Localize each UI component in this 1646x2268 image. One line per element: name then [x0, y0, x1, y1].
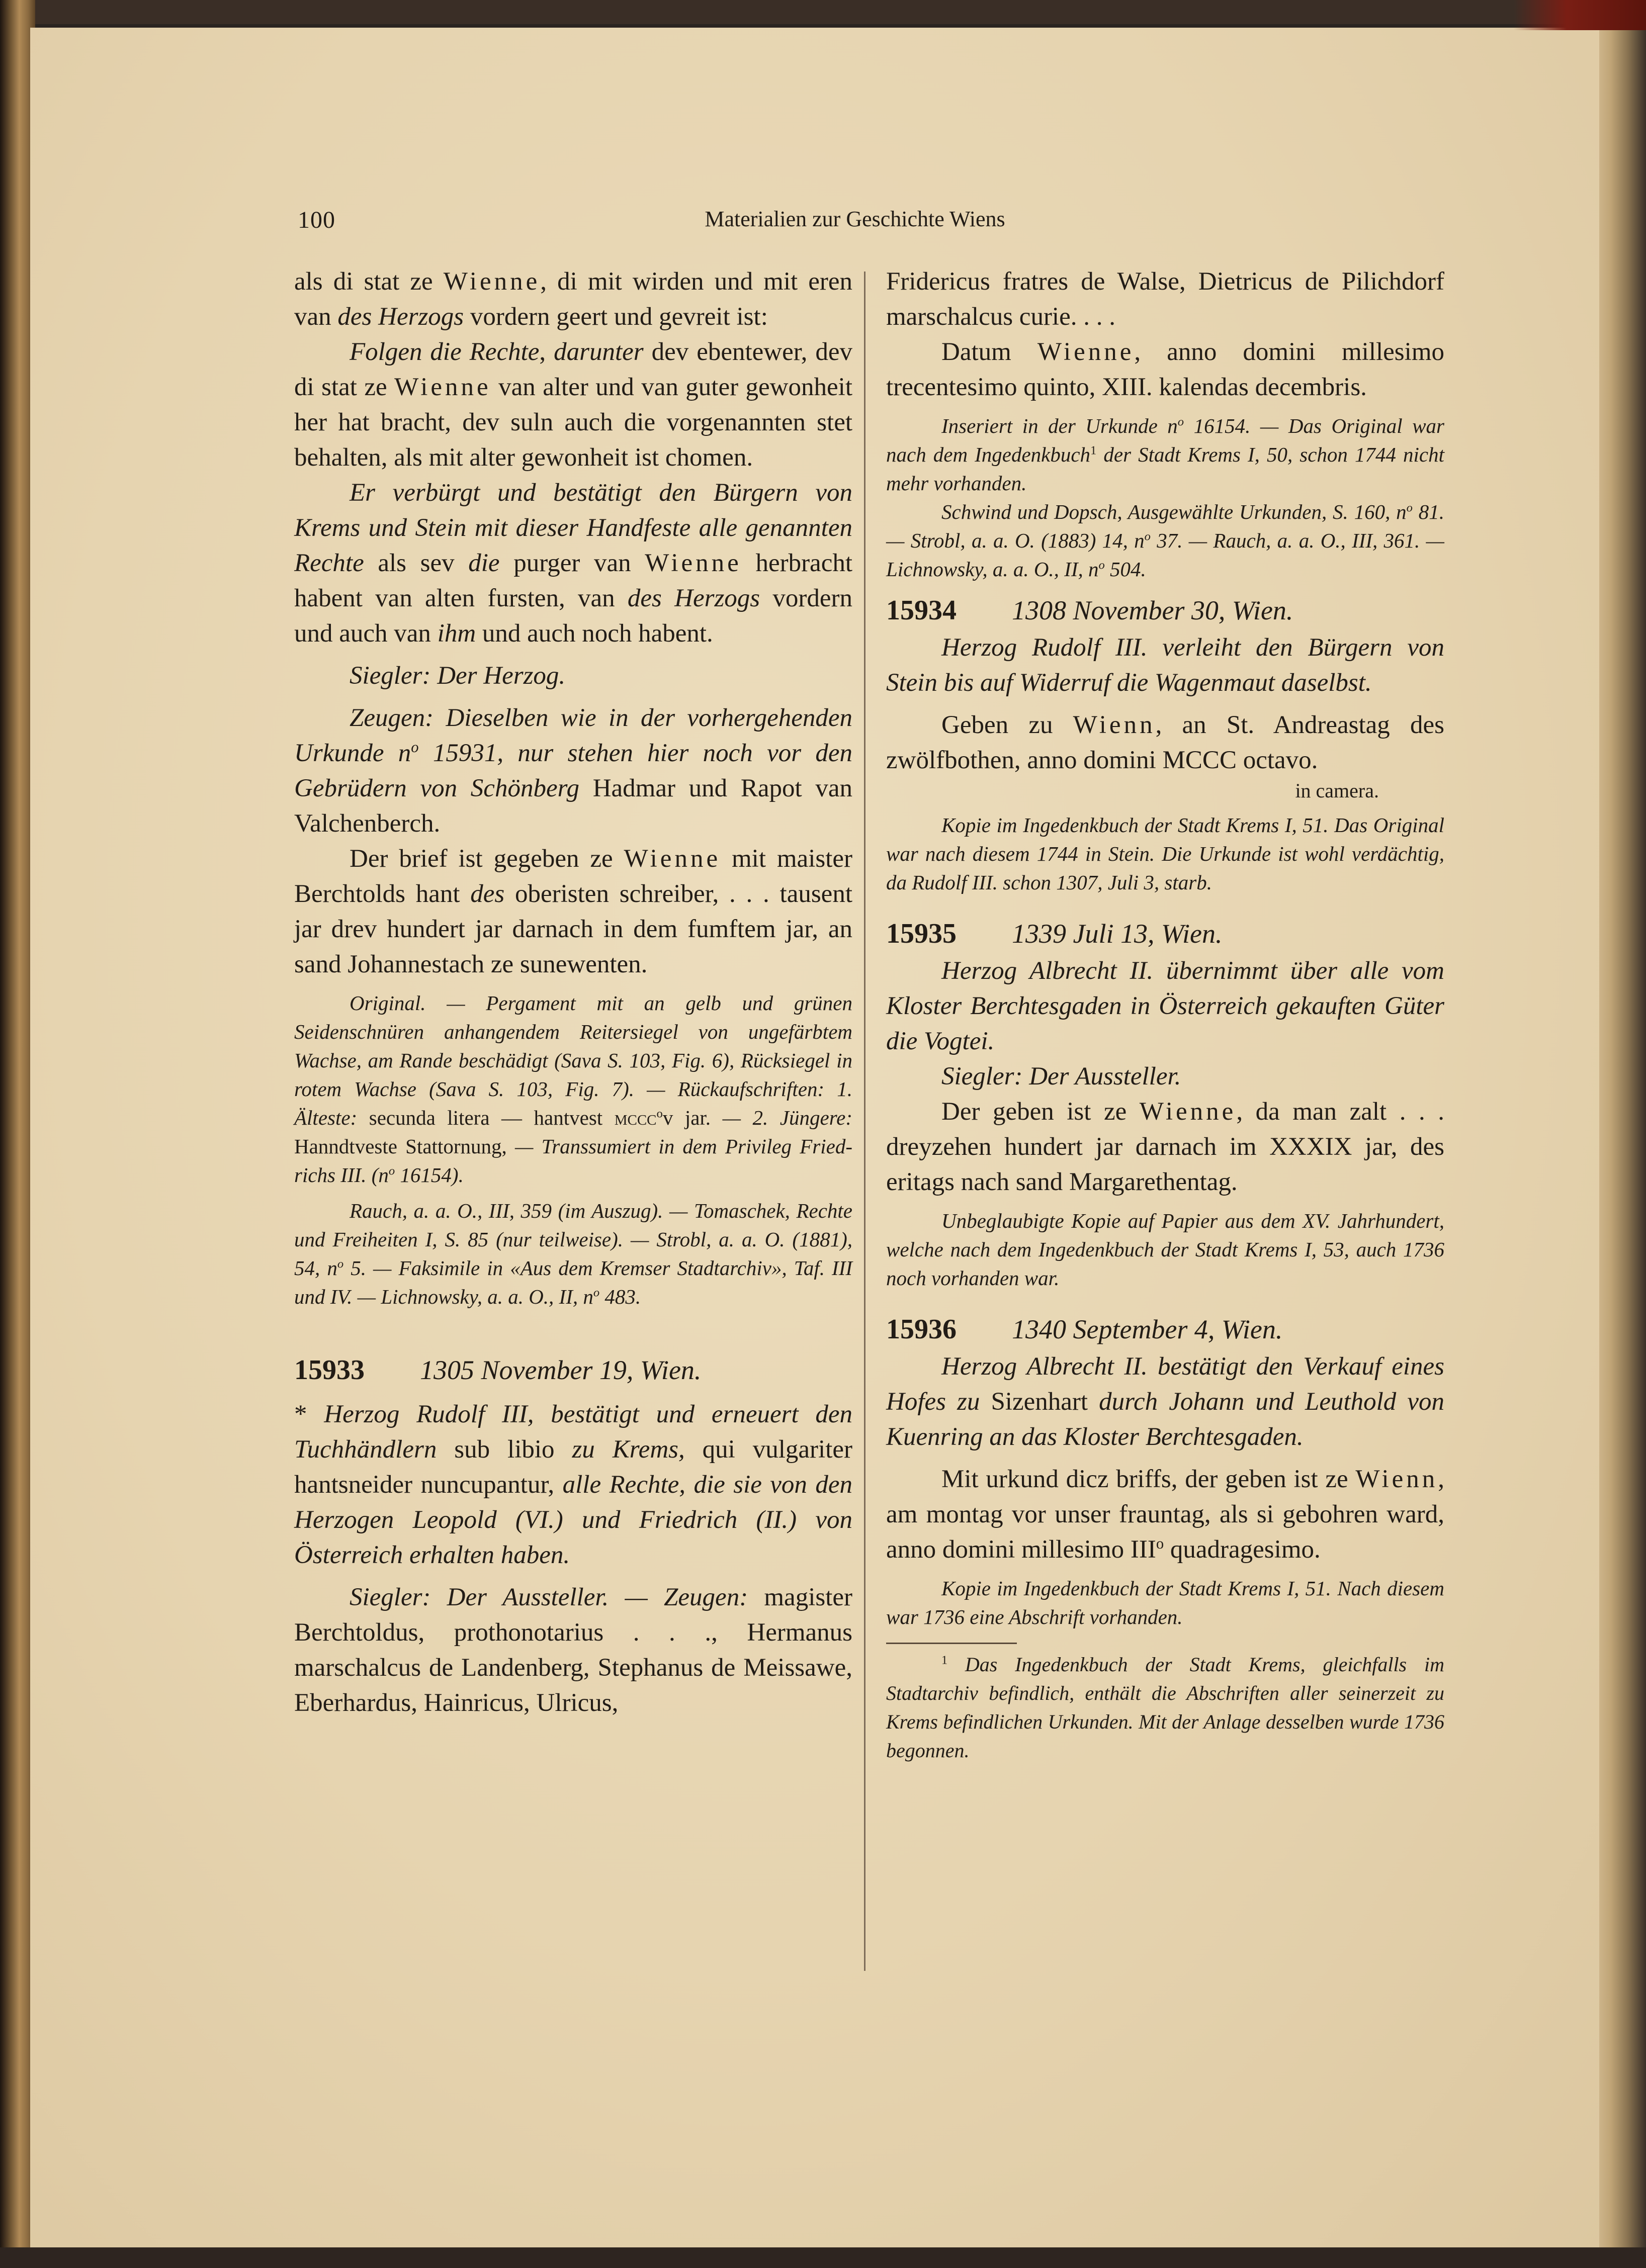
paragraph: Siegler: Der Aussteller. — Zeugen: magister Berchtoldus, prothonotarius . . ., Hermanus marschalcus de Landenberg, Stephanus de Meissawe, Eberhardus, Hainricus, Ulricus,: [294, 1583, 852, 1717]
entry-number: 15933: [294, 1354, 365, 1386]
footnote: $^1$ Das Ingedenkbuch der Stadt Krems, gleichfalls im Stadtarchiv befindlich, enthält die Abschriften aller seinerzeit zu Krems befindlichen Urkunden. Mit der Anlage desselben wurde 1736 begonnen.: [886, 1653, 1444, 1762]
source-note: Original. — Pergament mit an gelb und grünen Seidenschnüren anhangendem Reitersiegel von ungefärbtem Wachse, am Rande beschädigt (Sava S. 103, Fig. 6), Rücksiegel in rotem Wachse (Sava S. 103, Fig. 7). — Rückaufschriften: 1. Älteste: secunda litera — hantvest mccc$^o$v jar. — 2. Jüngere: Hanndtveste Stattornung, — Transsumiert in dem Privileg Friedrichs III. ($n^o$ 16154).: [294, 991, 852, 1187]
paragraph: Der geben ist ze Wienne, da man zalt . . . dreyzehen hundert jar darnach im XXXIX jar, des eritags nach sand Margarethentag.: [886, 1098, 1444, 1196]
paragraph: als di stat ze Wienne, di mit wirden und mit eren van des Herzogs vordern geert und gevreit ist:: [294, 267, 853, 331]
entry-heading-15936: [886, 1310, 1444, 1349]
regest: Herzog Albrecht II. bestätigt den Verkauf eines Hofes zu Sizenhart durch Johann und Leuthold von Kuenring an das Kloster Berchtesgaden.: [886, 1352, 1444, 1451]
entry-number: 15936: [886, 1314, 957, 1345]
paragraph: * Herzog Rudolf III, bestätigt und erneuert den Tuchhändlern sub libio zu Krems, qui vulgariter hantsneider nuncupantur, alle Rechte, die sie von den Herzogen Leopold (VI.) und Friedrich (II.) von Österreich erhalten haben.: [294, 1400, 853, 1569]
literature-note: Rauch, a. a. O., III, 359 (im Auszug). — Tomaschek, Rechte und Freiheiten I, S. 85 (nur teilweise). — Strobl, a. a. O. (1881), 54, $n^o$ 5. — Faksimile in «Aus dem Kremser Stadtarchiv», Taf. III und IV. — Lichnowsky, a. a. O., II, $n^o$ 483.: [294, 1199, 853, 1308]
page-number: 100: [298, 207, 335, 233]
literature-note: Schwind und Dopsch, Ausgewählte Urkunden, S. 160, $n^o$ 81. — Strobl, a. a. O. (1883) 14, $n^o$ 37. — Rauch, a. a. O., III, 361. — Lichnowsky, a. a. O., II, $n^o$ 504.: [886, 500, 1444, 581]
paragraph: Zeugen: Dieselben wie in der vorhergehenden Urkunde $n^o$ 15931, nur stehen hier noch vor den Gebrüdern von Schönberg Hadmar und Rapot van Valchenberch.: [294, 704, 853, 838]
paragraph: Fridericus fratres de Walse, Dietricus de Pilichdorf marschalcus curie. . . .: [886, 267, 1444, 331]
siegler-line: Siegler: Der Aussteller.: [941, 1062, 1181, 1091]
paragraph: Der brief ist gegeben ze Wienne mit maister Berchtolds hant des oberisten schreiber, . . . tausent jar drev hundert jar darnach in dem fumftem jar, an sand Johannestach ze sunewenten.: [294, 845, 852, 978]
right-column: [886, 264, 1444, 1765]
book-spine-ribbon: [1514, 0, 1646, 30]
entry-date: 1305 November 19, Wien.: [420, 1355, 702, 1385]
in-camera-note: in camera.: [1295, 779, 1379, 802]
entry-number: 15934: [886, 595, 957, 626]
entry-date: 1308 November 30, Wien.: [1012, 595, 1293, 625]
source-note: Inseriert in der Urkunde $n^o$ 16154. — Das Original war nach dem Ingedenkbuch$^1$ der Stadt Krems I, 50, schon 1744 nicht mehr vorhanden.: [886, 414, 1445, 495]
paragraph: Folgen die Rechte, darunter dev ebentewer, dev di stat ze Wienne van alter und van guter gewonheit her hat bracht, dev suln auch die vorgenannten stet behalten, als mit alter gewonheit ist chomen.: [294, 338, 853, 472]
entry-heading-15935: [886, 914, 1444, 953]
regest: Herzog Albrecht II. übernimmt über alle vom Kloster Berchtesgaden in Österreich gekauften Güter die Vogtei.: [886, 957, 1444, 1055]
entry-heading-15933: [294, 1350, 852, 1390]
paragraph: Mit urkund dicz briffs, der geben ist ze Wienn, am montag vor unser frauntag, als si gebohren ward, anno domini millesimo III$^o$ quadragesimo.: [886, 1465, 1444, 1564]
siegler-line: Siegler: Der Herzog.: [350, 662, 566, 690]
book-background-top: [0, 0, 1646, 24]
column-divider: [864, 271, 865, 1971]
entry-date: 1340 September 4, Wien.: [1012, 1314, 1283, 1344]
book-background-bottom: [0, 2247, 1646, 2268]
footnote-number: 1: [941, 1654, 947, 1667]
source-note: Unbeglaubigte Kopie auf Papier aus dem XV. Jahrhundert, welche nach dem Ingedenkbuch der Stadt Krems I, 53, auch 1736 noch vorhanden war.: [886, 1209, 1444, 1290]
left-column: [294, 264, 852, 1720]
regest: Herzog Rudolf III. verleiht den Bürgern von Stein bis auf Widerruf die Wagenmaut daselbst.: [886, 633, 1444, 697]
entry-heading-15934: [886, 591, 1444, 630]
footnote-rule: [886, 1643, 1017, 1644]
paragraph: Er verbürgt und bestätigt den Bürgern von Krems und Stein mit dieser Handfeste alle genannten Rechte als sev die purger van Wienne herbracht habent van alten fursten, van des Herzogs vordern und auch van ihm und auch noch habent.: [294, 479, 853, 648]
source-note: Kopie im Ingedenkbuch der Stadt Krems I, 51. Nach diesem war 1736 eine Abschrift vorhanden.: [886, 1577, 1444, 1628]
running-head: [267, 206, 1443, 241]
entry-number: 15935: [886, 918, 957, 949]
entry-date: 1339 Juli 13, Wien.: [1012, 919, 1223, 949]
source-note: Kopie im Ingedenkbuch der Stadt Krems I, 51. Das Original war nach diesem 1744 in Stein. Die Urkunde ist wohl verdächtig, da Rudolf III. schon 1307, Juli 3, starb.: [886, 813, 1444, 894]
running-head-title: Materialien zur Geschichte Wiens: [705, 207, 1005, 231]
paragraph: Geben zu Wienn, an St. Andreastag des zwölfbothen, anno domini MCCC octavo.: [886, 711, 1444, 774]
paragraph: Datum Wienne, anno domini millesimo trecentesimo quinto, XIII. kalendas decembris.: [886, 338, 1444, 401]
footnote-marker: 1: [1090, 443, 1097, 458]
book-spine: [1599, 0, 1646, 2268]
